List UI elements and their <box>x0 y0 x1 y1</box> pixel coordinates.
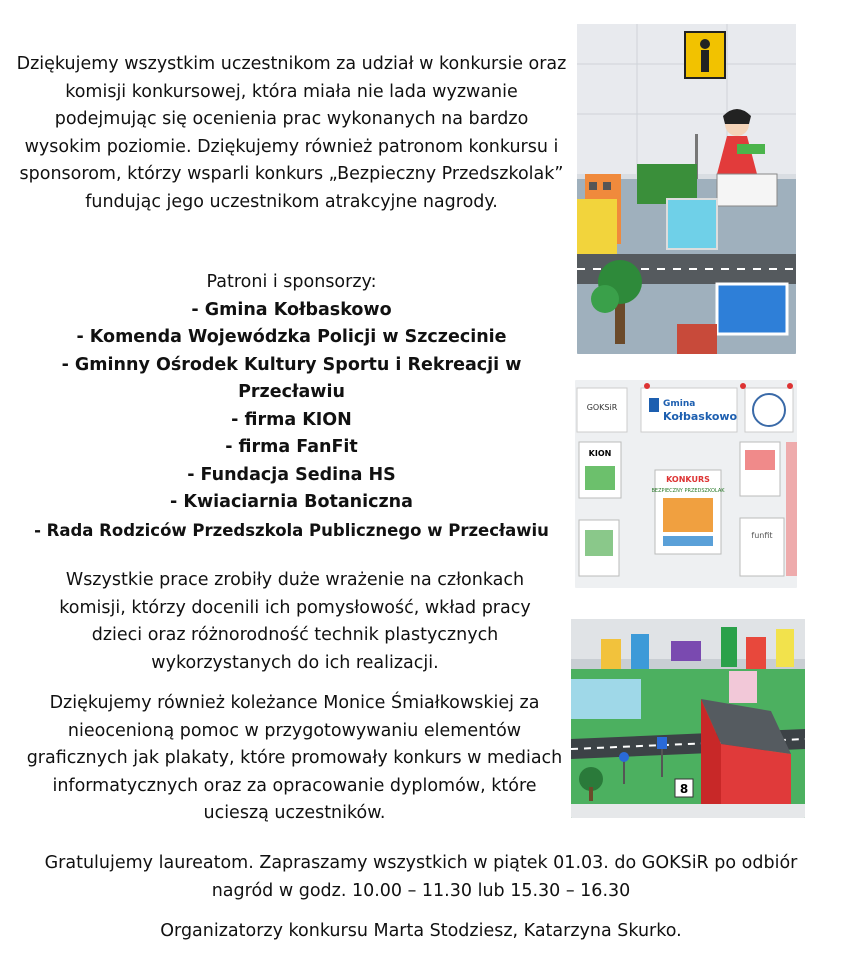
photo-poster-board <box>575 380 797 588</box>
sponsor-item: - firma FanFit <box>225 437 358 457</box>
photo-city-model <box>571 619 805 818</box>
organizers-line <box>16 918 826 946</box>
photo-traffic-model <box>577 24 796 354</box>
sponsors-section <box>14 269 569 544</box>
konkurs-poster-title: KONKURS <box>666 475 710 484</box>
funfit-logo-text: funfit <box>751 531 773 540</box>
congrats-paragraph <box>16 850 826 905</box>
konkurs-poster-subtitle: BEZPIECZNY PRZEDSZKOLAK <box>651 488 725 494</box>
city-model-icon <box>571 619 805 818</box>
intro-text: Dziękujemy wszystkim uczestnikom za udział w konkursie oraz komisji konkursowej, która miała nie lada wyzwanie podejmując się ocenienia prac wykonanych na bardzo wysokim poziomie. Dziękujemy również patronom konkursu i sponsorom, którzy wsparli konkurs „Bezpieczny Przedszkolak” fundując jego uczestnikom atrakcyjne nagrody. <box>16 54 567 212</box>
gmina-logo-text: Gmina <box>663 399 696 409</box>
intro-paragraph <box>14 51 569 216</box>
sponsor-item: - Gminny Ośrodek Kultury Sportu i Rekreacji w Przecławiu <box>61 354 522 402</box>
sponsor-item: - Fundacja Sedina HS <box>187 464 396 485</box>
traffic-model-icon <box>577 24 796 354</box>
sponsor-item: - Rada Rodziców Przedszkola Publicznego w Przecławiu <box>34 520 549 540</box>
model-number-label: 8 <box>679 782 689 796</box>
thanks-paragraph <box>22 690 567 828</box>
sponsor-item: - firma KION <box>231 409 352 430</box>
kion-logo-text: KION <box>588 449 612 458</box>
sponsor-item: - Kwiaciarnia Botaniczna <box>170 492 413 512</box>
thanks-text: Dziękujemy również koleżance Monice Śmiałkowskiej za nieocenioną pomoc w przygotowywaniu elementów graficznych jak plakaty, które promowały konkurs w mediach informatycznych oraz za opracowanie dyplomów, które ucieszą uczestników. <box>26 693 563 823</box>
impression-text: Wszystkie prace zrobiły duże wrażenie na członkach komisji, którzy docenili ich pomysłowość, wkład pracy dzieci oraz różnorodność technik plastycznych wykorzystanych do ich realizacji. <box>59 570 531 673</box>
kolbaskowo-logo-text: Kołbaskowo <box>663 410 738 423</box>
sponsor-item: - Gmina Kołbaskowo <box>191 299 392 320</box>
impression-paragraph <box>40 567 550 677</box>
sponsors-heading: Patroni i sponsorzy: <box>206 272 377 292</box>
organizers-text: Organizatorzy konkursu Marta Stodziesz, Katarzyna Skurko. <box>160 921 682 941</box>
sponsor-item: - Komenda Wojewódzka Policji w Szczecinie <box>76 327 507 347</box>
goksir-logo-text: GOKSiR <box>586 403 618 412</box>
poster-board-icon <box>575 380 797 588</box>
congrats-text: Gratulujemy laureatom. Zapraszamy wszystkich w piątek 01.03. do GOKSiR po odbiór nagród w godz. 10.00 – 11.30 lub 15.30 – 16.30 <box>44 853 798 901</box>
